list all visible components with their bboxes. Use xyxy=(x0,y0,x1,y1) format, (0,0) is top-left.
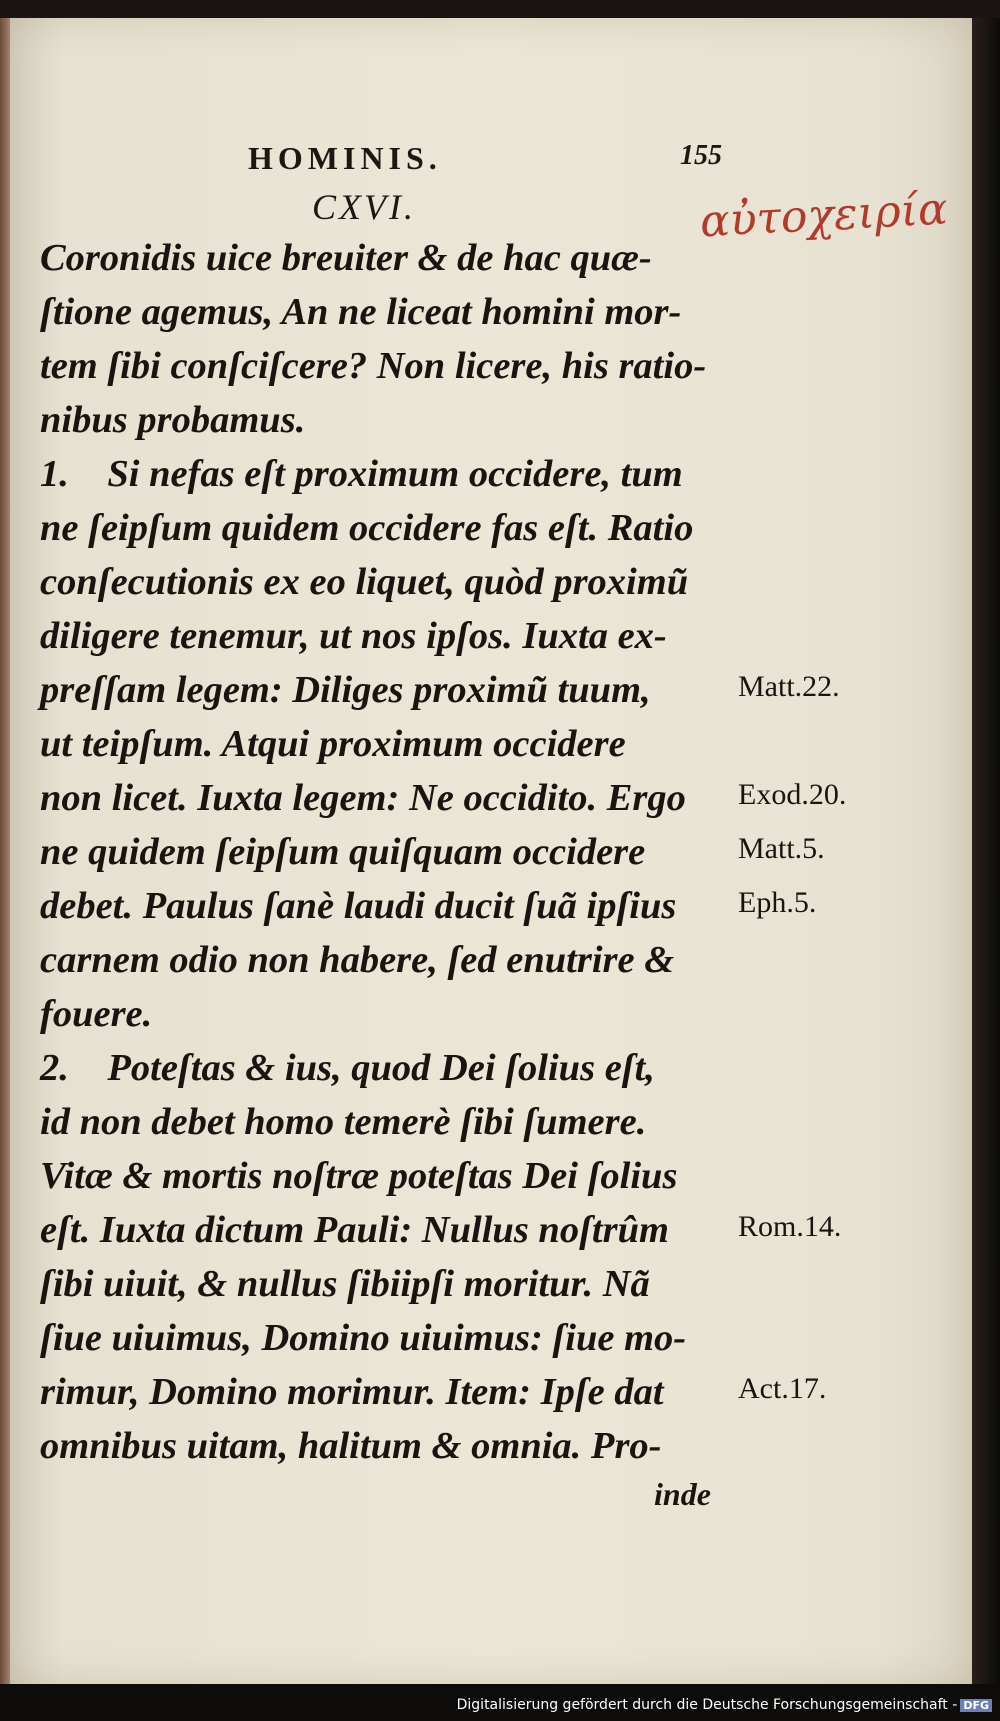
handwritten-margin-note: αὐτοχειρία xyxy=(698,183,949,248)
text-line: ut teipſum. Atqui proximum occidere xyxy=(40,723,626,765)
text-line: fouere. xyxy=(40,993,153,1035)
text-line: ne quidem ſeipſum quiſquam occidere xyxy=(40,831,646,873)
text-line: 1. Si nefas eſt proximum occidere, tum xyxy=(40,453,683,495)
binding-edge xyxy=(0,18,10,1684)
text-line: ne ſeipſum quidem occidere fas eſt. Ratio xyxy=(40,507,694,549)
chapter-number: CXVI. xyxy=(312,187,416,227)
margin-reference: Matt.5. xyxy=(738,832,825,865)
text-line: ſtione agemus, An ne liceat homini mor- xyxy=(40,291,682,333)
margin-reference: Exod.20. xyxy=(738,778,847,811)
margin-reference: Rom.14. xyxy=(738,1210,842,1243)
credit-text: Digitalisierung gefördert durch die Deutsche Forschungsgemeinschaft - xyxy=(456,1697,958,1713)
text-line: debet. Paulus ſanè laudi ducit ſuã ipſius xyxy=(40,885,677,927)
text-line: diligere tenemur, ut nos ipſos. Iuxta ex- xyxy=(40,615,667,657)
running-head: HOMINIS. xyxy=(248,140,442,176)
text-line: ſiue uiuimus, Domino uiuimus: ſiue mo- xyxy=(40,1317,687,1359)
text-line: Vitæ & mortis noſtræ poteſtas Dei ſolius xyxy=(40,1155,678,1197)
text-line: non licet. Iuxta legem: Ne occidito. Ergo xyxy=(40,777,686,819)
margin-reference: Act.17. xyxy=(738,1372,827,1405)
text-line: eſt. Iuxta dictum Pauli: Nullus noſtrûm xyxy=(40,1209,669,1251)
scan-top-edge xyxy=(0,0,1000,18)
text-line: nibus probamus. xyxy=(40,399,306,441)
text-line: rimur, Domino morimur. Item: Ipſe dat xyxy=(40,1371,664,1413)
catchword: inde xyxy=(654,1476,711,1512)
text-line: conſecutionis ex eo liquet, quòd proximũ xyxy=(40,561,689,603)
text-line: ſibi uiuit, & nullus ſibiipſi moritur. Nã xyxy=(40,1263,650,1305)
text-line: Coronidis uice breuiter & de hac quæ- xyxy=(40,237,652,279)
dfg-logo: DFG xyxy=(960,1699,992,1712)
text-line: preſſam legem: Diliges proximũ tuum, xyxy=(40,669,651,711)
text-line: carnem odio non habere, ſed enutrire & xyxy=(40,939,675,981)
margin-reference: Matt.22. xyxy=(738,670,840,703)
text-line: tem ſibi conſciſcere? Non licere, his ratio- xyxy=(40,345,707,387)
text-line: id non debet homo temerè ſibi ſumere. xyxy=(40,1101,647,1143)
text-line: omnibus uitam, halitum & omnia. Pro- xyxy=(40,1425,662,1467)
page-fore-edge xyxy=(972,18,1000,1684)
digitization-credit xyxy=(457,1697,992,1713)
page-number: 155 xyxy=(680,140,722,171)
text-line: 2. Poteſtas & ius, quod Dei ſolius eſt, xyxy=(40,1047,655,1089)
margin-reference: Eph.5. xyxy=(738,886,817,919)
